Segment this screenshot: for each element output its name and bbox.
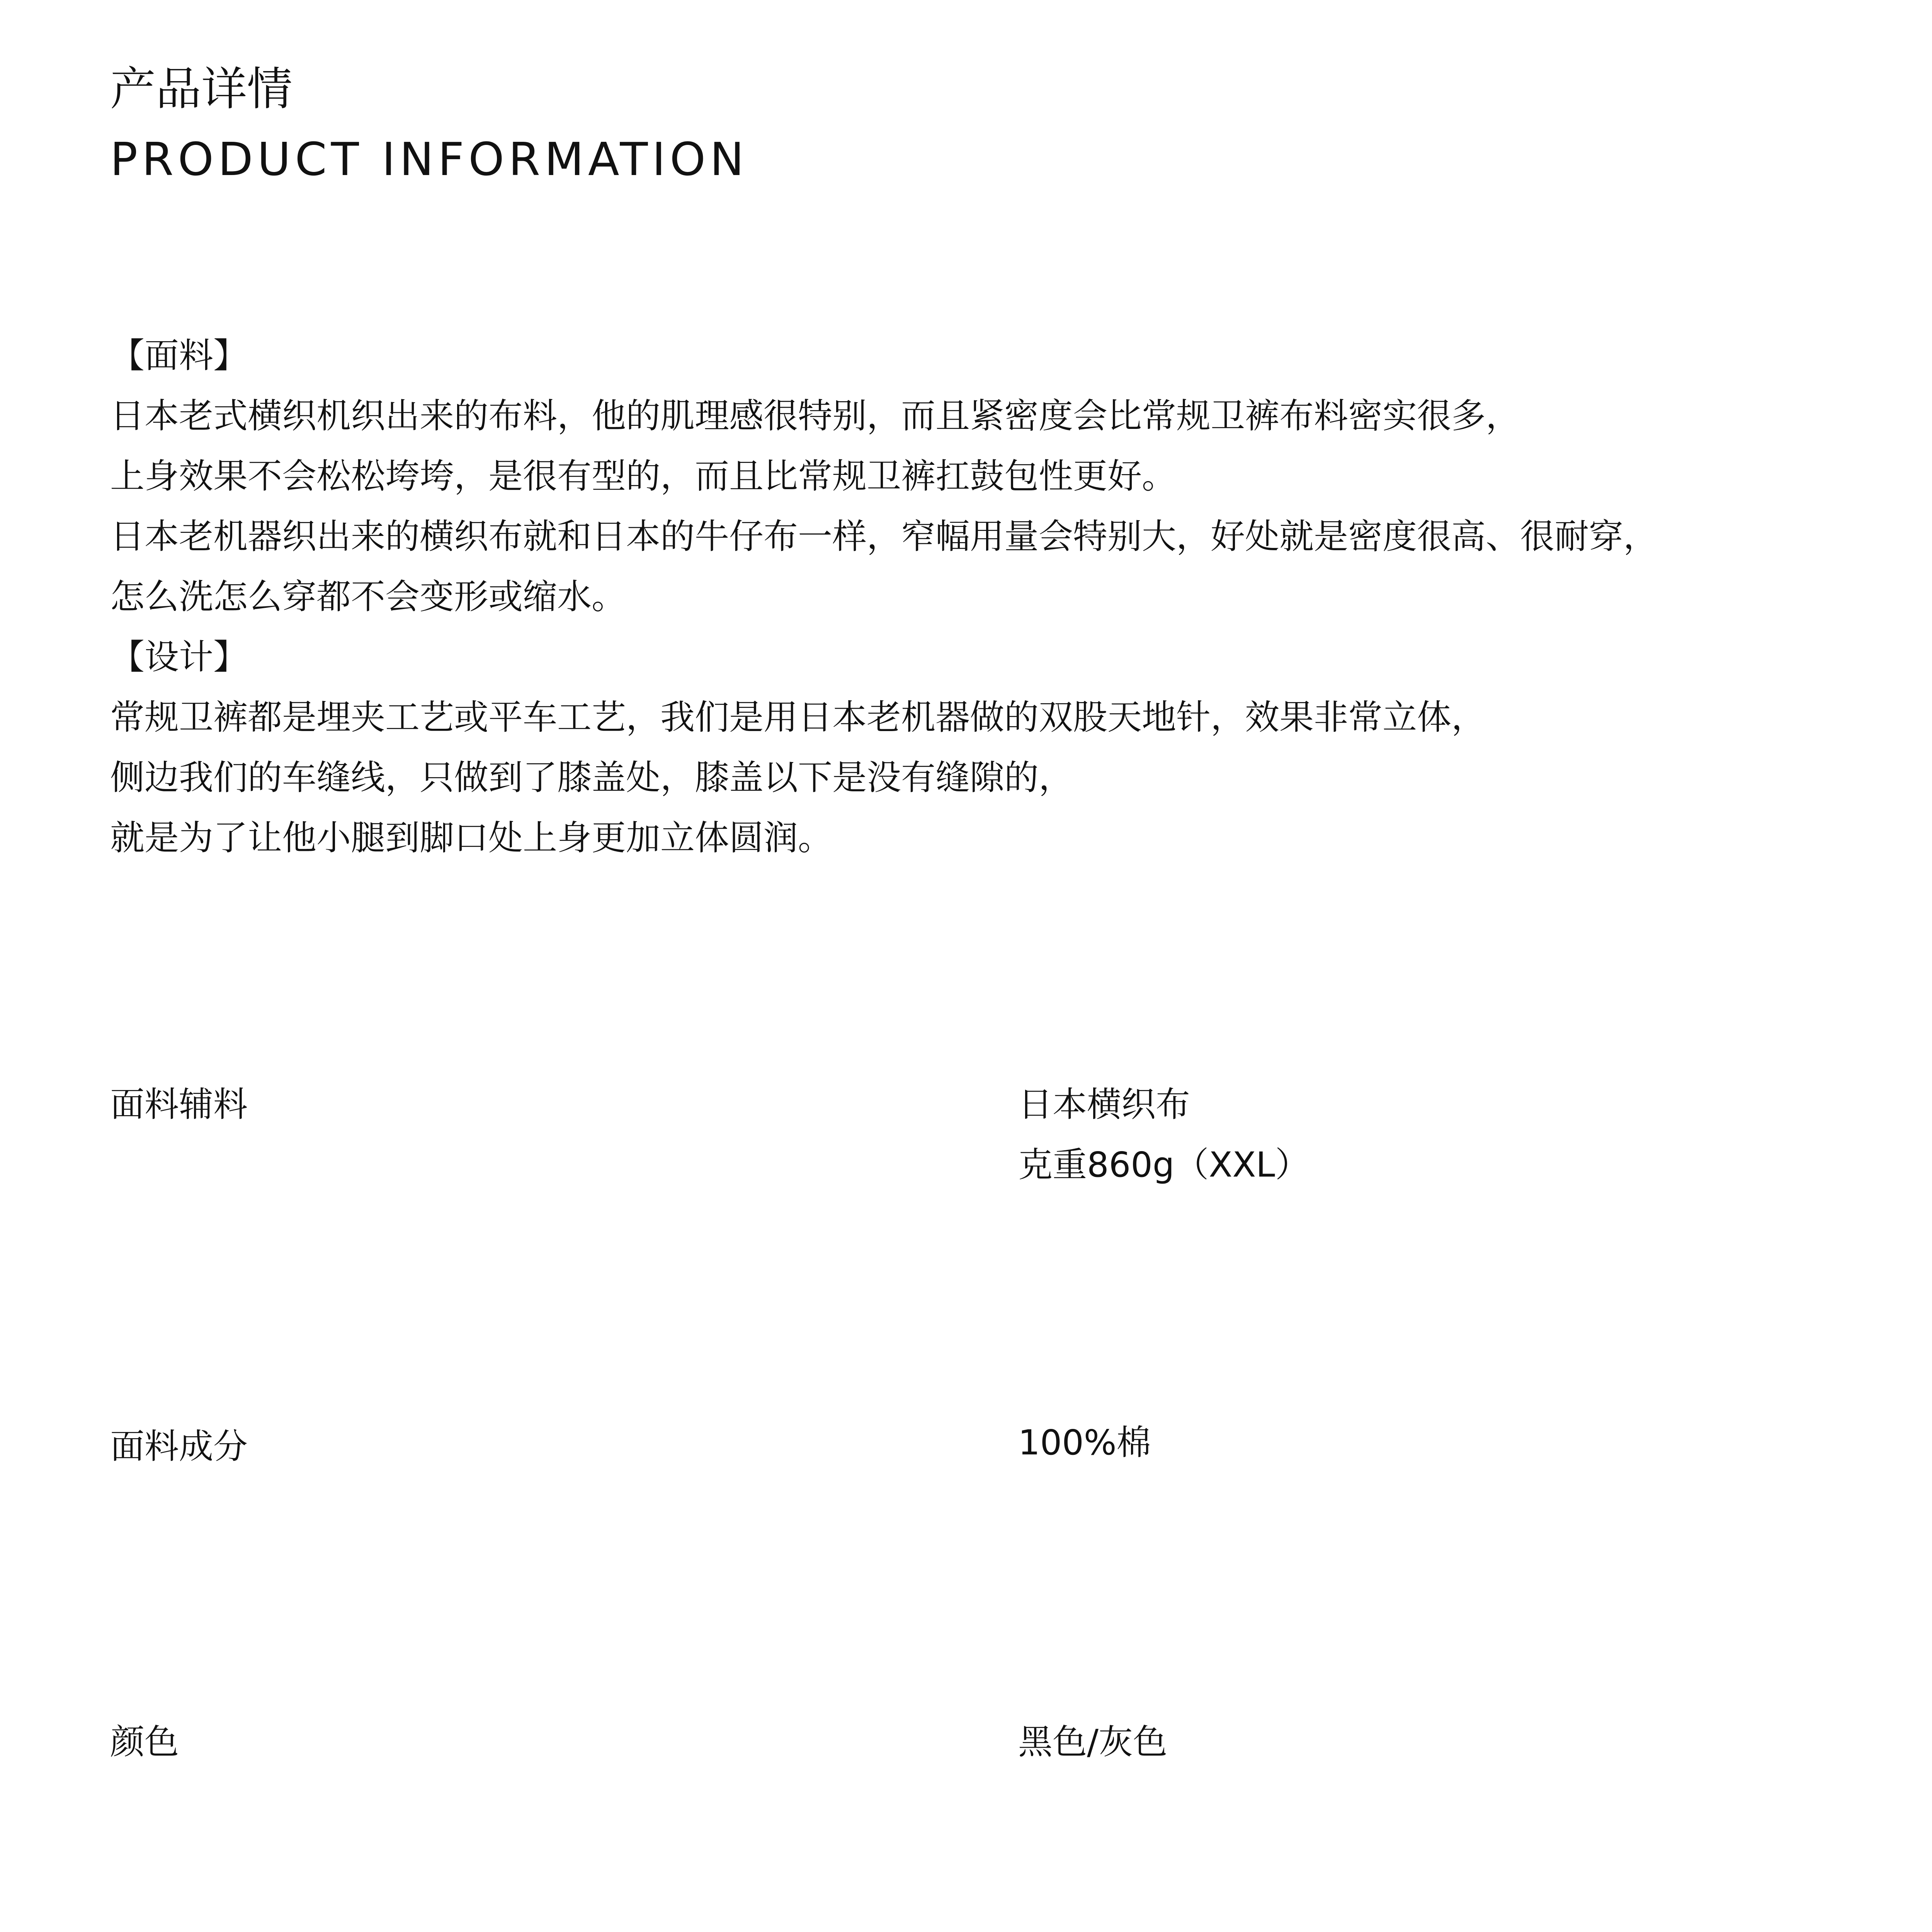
page-title: 产品详情 [110, 62, 293, 116]
spec-value-color [1018, 1712, 1167, 1772]
spec-label-composition: 面料成分 [110, 1426, 248, 1466]
description-line: 就是为了让他小腿到脚口处上身更加立体圆润。 [110, 818, 832, 858]
spec-label-color: 颜色 [110, 1722, 179, 1762]
description-line: 日本老机器织出来的横织布就和日本的牛仔布一样，窄幅用量会特别大，好处就是密度很高、很耐穿， [110, 516, 1658, 556]
spec-value-fabric [1018, 1074, 1310, 1195]
spec-label-fabric: 面料辅料 [110, 1084, 248, 1124]
spec-value-line: 克重860g（XXL） [1018, 1145, 1310, 1185]
spec-value-line: 100%棉 [1018, 1422, 1151, 1463]
section-heading-fabric: 【面料】 [110, 335, 248, 376]
description-line: 上身效果不会松松垮垮，是很有型的，而且比常规卫裤扛鼓包性更好。 [110, 456, 1176, 496]
section-heading-design: 【设计】 [110, 637, 248, 677]
description-line: 日本老式横织机织出来的布料，他的肌理感很特别，而且紧密度会比常规卫裤布料密实很多， [110, 396, 1520, 436]
description-line: 常规卫裤都是埋夹工艺或平车工艺，我们是用日本老机器做的双股天地针，效果非常立体， [110, 697, 1486, 737]
product-description [110, 325, 1849, 868]
spec-value-line: 黑色/灰色 [1018, 1722, 1167, 1762]
page-subtitle: PRODUCT INFORMATION [110, 133, 748, 186]
spec-value-line: 日本横织布 [1018, 1084, 1190, 1124]
description-line: 侧边我们的车缝线，只做到了膝盖处，膝盖以下是没有缝隙的， [110, 757, 1073, 798]
spec-value-composition [1018, 1412, 1151, 1473]
description-line: 怎么洗怎么穿都不会变形或缩水。 [110, 577, 626, 617]
